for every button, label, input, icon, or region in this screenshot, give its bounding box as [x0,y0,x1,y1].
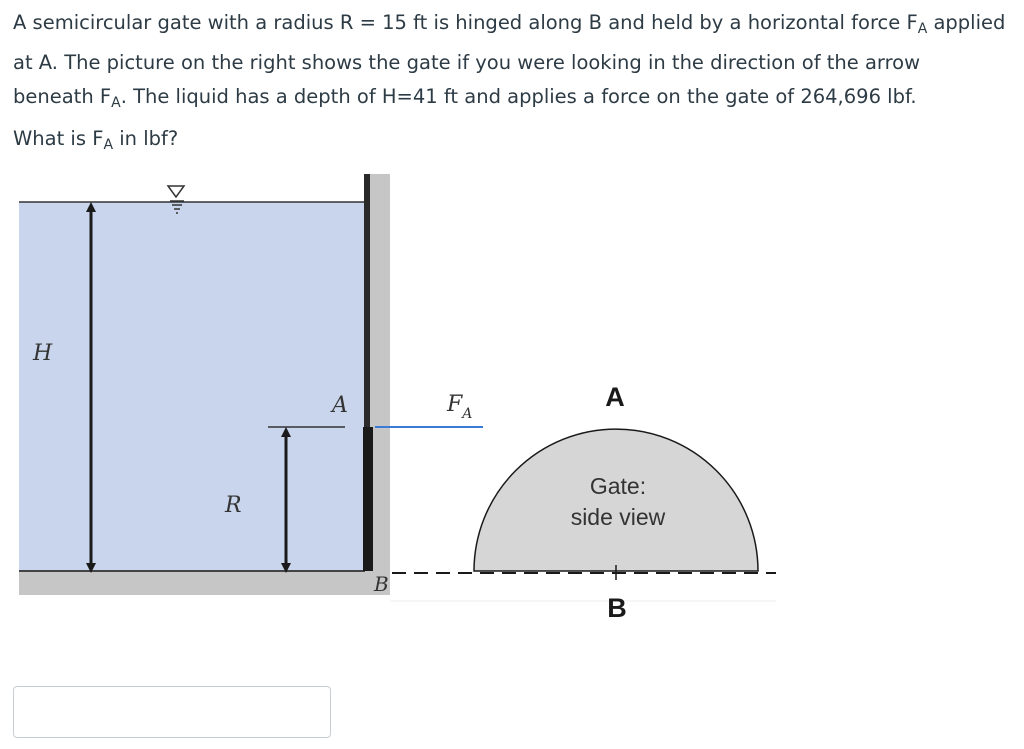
gate-plate [363,427,373,571]
label-b-italic: B [374,572,389,596]
gate-label-line1: Gate: [589,473,647,499]
wall-edge [364,174,370,428]
label-r: R [225,493,242,518]
question-line-1: A semicircular gate with a radius R = 15 ft is hinged along B and held by a horizontal force $F_A$ applied [13,11,1006,37]
question-line-2: at A. The picture on the right shows the gate if you were looking in the direction of the arrow [13,51,921,74]
label-h: H [33,341,53,366]
label-a-italic: A [332,393,348,418]
answer-input[interactable] [13,686,331,738]
gate-label-line2: side view [570,504,666,530]
label-fa: $F_A$ [447,392,473,422]
label-b-bold: B [607,593,627,623]
question-prompt: What is $F_A$ in lbf? [13,127,179,153]
water-region [19,202,365,571]
gate-semicircle [474,429,758,571]
ground [19,571,390,595]
label-a-bold: A [605,382,625,412]
question-line-3: beneath $F_A$. The liquid has a depth of H=41 ft and applies a force on the gate of 264,696 lbf. [13,85,917,111]
